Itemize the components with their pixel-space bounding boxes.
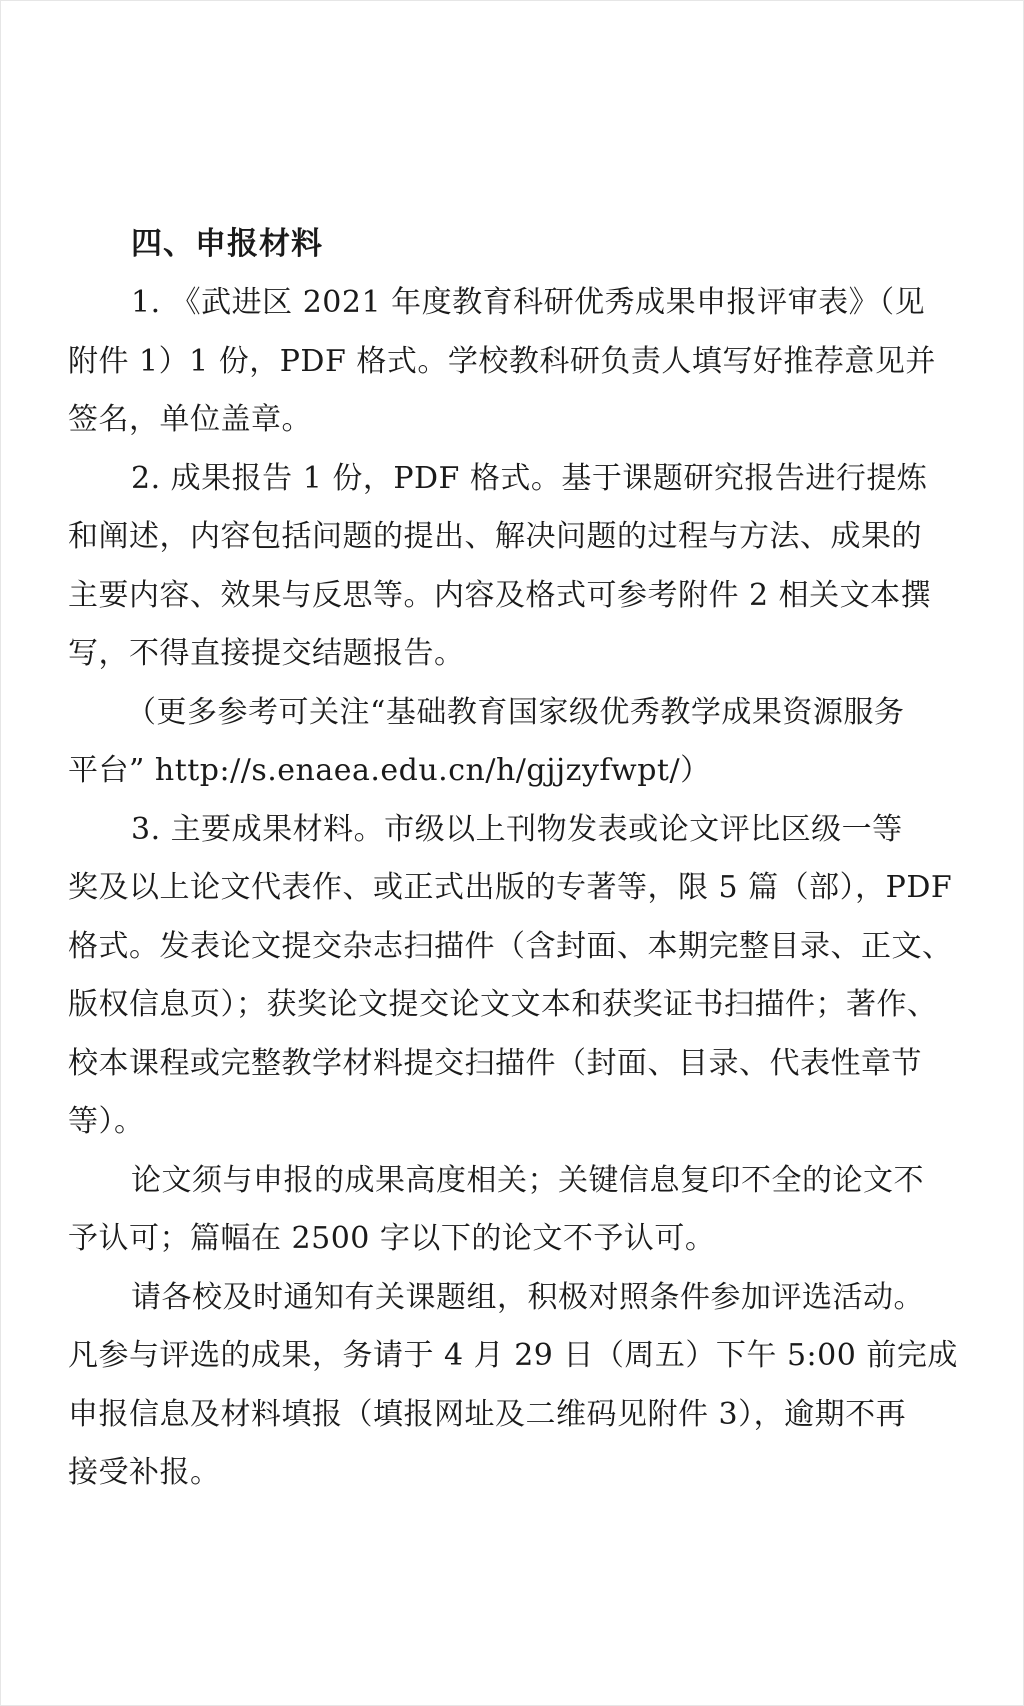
text-line: 签名，单位盖章。 <box>68 402 312 437</box>
text-line: 版权信息页）；获奖论文提交论文文本和获奖证书扫描件；著作、 <box>68 987 938 1022</box>
text-line: 等）。 <box>68 1104 145 1139</box>
text-line: 3. 主要成果材料。市级以上刊物发表或论文评比区级一等 <box>131 811 903 847</box>
paragraph-notice <box>68 1269 960 1503</box>
section-heading: 四、申报材料 <box>131 226 323 262</box>
paragraph-paper-requirement <box>68 1152 960 1269</box>
text-line: 予认可；篇幅在 2500 字以下的论文不予认可。 <box>68 1221 716 1256</box>
text-line: 凡参与评选的成果，务请于 4 月 29 日（周五）下午 5:00 前完成 <box>68 1338 958 1373</box>
text-line: 和阐述，内容包括问题的提出、解决问题的过程与方法、成果的 <box>68 519 922 554</box>
text-line: 申报信息及材料填报（填报网址及二维码见附件 3），逾期不再 <box>68 1396 907 1432</box>
text-line: 论文须与申报的成果高度相关；关键信息复印不全的论文不 <box>131 1162 924 1198</box>
text-line: 平台” http://s.enaea.edu.cn/h/gjjzyfwpt/） <box>68 753 711 788</box>
paragraph-reference-note <box>68 684 960 801</box>
text-line: 2. 成果报告 1 份，PDF 格式。基于课题研究报告进行提炼 <box>131 460 928 496</box>
paragraph-item-2 <box>68 450 960 684</box>
text-line: 附件 1）1 份，PDF 格式。学校教科研负责人填写好推荐意见并 <box>68 343 936 379</box>
paragraph-item-3 <box>68 801 960 1152</box>
text-line: 写，不得直接提交结题报告。 <box>68 636 465 671</box>
text-line: 格式。发表论文提交杂志扫描件（含封面、本期完整目录、正文、 <box>68 928 953 964</box>
text-line: 1. 《武进区 2021 年度教育科研优秀成果申报评审表》（见 <box>131 285 926 320</box>
text-line: （更多参考可关注“基础教育国家级优秀教学成果资源服务 <box>126 694 905 730</box>
text-line: 主要内容、效果与反思等。内容及格式可参考附件 2 相关文本撰 <box>68 577 932 613</box>
text-line: 奖及以上论文代表作、或正式出版的专著等，限 5 篇（部），PDF <box>68 870 953 905</box>
text-line: 校本课程或完整教学材料提交扫描件（封面、目录、代表性章节 <box>68 1045 922 1081</box>
paragraph-item-1 <box>68 274 960 450</box>
document-body <box>68 214 960 1503</box>
text-line: 请各校及时通知有关课题组，积极对照条件参加评选活动。 <box>131 1279 924 1315</box>
text-line: 接受补报。 <box>68 1455 221 1490</box>
